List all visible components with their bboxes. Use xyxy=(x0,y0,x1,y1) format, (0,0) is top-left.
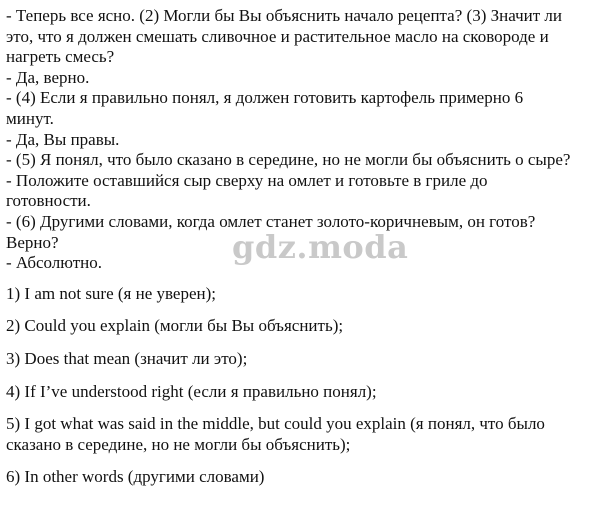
answers-list xyxy=(6,284,606,488)
answer-item-5-line-1: 5) I got what was said in the middle, but could you explain (я понял, что было xyxy=(6,414,545,434)
answer-item-1: 1) I am not sure (я не уверен); xyxy=(6,283,217,303)
dialogue-line: - Абсолютно. xyxy=(6,253,103,273)
dialogue-line: - Положите оставшийся сыр сверху на омлет и готовьте в гриле до xyxy=(6,170,488,190)
watermark: gdz.moda xyxy=(232,228,409,266)
answer-gap xyxy=(6,304,606,316)
dialogue-line: - Теперь все ясно. (2) Могли бы Вы объяснить начало рецепта? (3) Значит ли xyxy=(6,6,562,25)
answer-item-3: 3) Does that mean (значит ли это); xyxy=(6,348,248,368)
dialogue-line: нагреть смесь? xyxy=(6,47,115,67)
dialogue-line: готовности. xyxy=(6,191,91,211)
dialogue-line: - (6) Другими словами, когда омлет станет золото-коричневым, он готов? xyxy=(6,211,536,231)
answer-item-4: 4) If I’ve understood right (если я правильно понял); xyxy=(6,381,377,401)
answer-item-2: 2) Could you explain (могли бы Вы объяснить); xyxy=(6,316,344,336)
answer-gap xyxy=(6,402,606,414)
dialogue-line: - (4) Если я правильно понял, я должен готовить картофель примерно 6 xyxy=(6,88,524,108)
dialogue-line: - Да, верно. xyxy=(6,67,90,87)
dialogue-line: - (5) Я понял, что было сказано в середине, но не могли бы объяснить о сыре? xyxy=(6,150,571,170)
dialogue-line: - Да, Вы правы. xyxy=(6,129,120,149)
answer-item-5-line-2: сказано в середине, но не могли бы объяснить); xyxy=(6,434,351,454)
dialogue-line: это, что я должен смешать сливочное и растительное масло на сковороде и xyxy=(6,26,549,46)
answer-gap xyxy=(6,455,606,467)
answer-gap xyxy=(6,337,606,349)
answer-item-6: 6) In other words (другими словами) xyxy=(6,467,265,487)
section-gap xyxy=(6,274,606,284)
dialogue-line: минут. xyxy=(6,108,54,128)
answer-gap xyxy=(6,370,606,382)
dialogue-line: Верно? xyxy=(6,232,59,252)
